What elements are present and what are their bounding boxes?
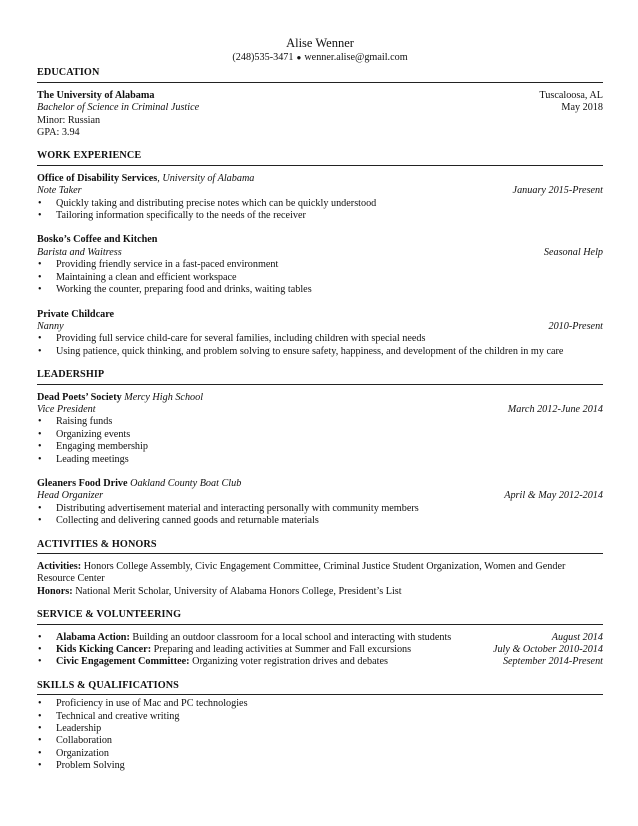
leadership-role: Vice President bbox=[37, 403, 96, 415]
honors-line bbox=[37, 586, 603, 598]
section-title-service: SERVICE & VOLUNTEERING bbox=[37, 609, 182, 621]
job-entry bbox=[37, 234, 603, 296]
section-title-leadership: LEADERSHIP bbox=[37, 369, 105, 381]
service-label: Kids Kicking Cancer: bbox=[56, 644, 152, 656]
list-item: • Raising funds bbox=[37, 416, 603, 428]
service-date: July & October 2010-2014 bbox=[492, 644, 603, 656]
leadership-org: Gleaners Food Drive bbox=[37, 477, 128, 489]
leadership-org-suffix: Oakland County Boat Club bbox=[127, 477, 242, 489]
leadership-entry bbox=[37, 392, 603, 466]
list-item: • Problem Solving bbox=[37, 760, 603, 772]
leadership-org-suffix: Mercy High School bbox=[121, 391, 204, 403]
email-address: wenner.alise@gmail.com bbox=[304, 52, 408, 63]
job-date: Seasonal Help bbox=[543, 246, 603, 258]
job-role: Note Taker bbox=[37, 185, 82, 197]
resume-page bbox=[37, 36, 603, 773]
job-role: Nanny bbox=[37, 320, 64, 332]
education-section bbox=[37, 67, 603, 139]
service-label: Civic Engagement Committee: bbox=[56, 656, 190, 668]
activities-line bbox=[37, 561, 603, 586]
service-text: Organizing voter registration drives and debates bbox=[189, 656, 388, 668]
bullet-separator-icon: ● bbox=[296, 53, 302, 62]
list-item: • Leadership bbox=[37, 723, 603, 735]
list-item: • Engaging membership bbox=[37, 441, 603, 453]
work-section bbox=[37, 150, 603, 358]
job-entry bbox=[37, 173, 603, 223]
activities-text: Honors College Assembly, Civic Engagement Committee, Criminal Justice Student Organization, Women and Gender Resource Center bbox=[37, 561, 566, 585]
list-item: • Organizing events bbox=[37, 429, 603, 441]
list-item: • Quickly taking and distributing precise notes which can be quickly understood bbox=[37, 198, 603, 210]
list-item bbox=[37, 656, 603, 668]
list-item: • Using patience, quick thinking, and problem solving to ensure safety, happiness, and development of the children in my care bbox=[37, 346, 603, 358]
section-title-work: WORK EXPERIENCE bbox=[37, 150, 142, 162]
leadership-date: April & May 2012-2014 bbox=[504, 490, 603, 502]
list-item: • Proficiency in use of Mac and PC technologies bbox=[37, 698, 603, 710]
graduation-date: May 2018 bbox=[561, 102, 603, 114]
section-divider bbox=[37, 165, 603, 166]
list-item: • Distributing advertisement material and interacting personally with community members bbox=[37, 503, 603, 515]
section-divider bbox=[37, 553, 603, 554]
minor: Minor: Russian bbox=[37, 114, 101, 126]
leadership-section bbox=[37, 369, 603, 527]
service-date: August 2014 bbox=[551, 631, 603, 643]
service-label: Alabama Action: bbox=[56, 631, 130, 643]
list-item: • Leading meetings bbox=[37, 454, 603, 466]
service-text: Preparing and leading activities at Summer and Fall excursions bbox=[151, 644, 412, 656]
section-title-skills: SKILLS & QUALIFICATIONS bbox=[37, 679, 179, 691]
service-date: September 2014-Present bbox=[502, 656, 603, 668]
honors-text: National Merit Scholar, University of Alabama Honors College, President’s List bbox=[72, 585, 402, 597]
school-location: Tuscaloosa, AL bbox=[539, 89, 603, 101]
job-org: Office of Disability Services bbox=[37, 172, 158, 184]
section-divider bbox=[37, 624, 603, 625]
honors-label: Honors: bbox=[37, 585, 73, 597]
job-role: Barista and Waitress bbox=[37, 246, 122, 258]
leadership-org: Dead Poets’ Society bbox=[37, 391, 122, 403]
list-item: • Working the counter, preparing food and drinks, waiting tables bbox=[37, 284, 603, 296]
section-title-activities: ACTIVITIES & HONORS bbox=[37, 538, 157, 550]
candidate-name: Alise Wenner bbox=[286, 36, 354, 50]
contact-line bbox=[37, 52, 603, 64]
job-date: January 2015-Present bbox=[512, 185, 603, 197]
list-item: • Tailoring information specifically to the needs of the receiver bbox=[37, 210, 603, 222]
activities-section bbox=[37, 539, 603, 599]
service-text: Building an outdoor classroom for a local school and interacting with students bbox=[129, 631, 452, 643]
degree: Bachelor of Science in Criminal Justice bbox=[37, 102, 200, 114]
list-item: • Technical and creative writing bbox=[37, 711, 603, 723]
job-org: Private Childcare bbox=[37, 308, 115, 320]
section-divider bbox=[37, 82, 603, 83]
phone-number: (248)535-3471 bbox=[232, 52, 294, 63]
list-item: • Collaboration bbox=[37, 735, 603, 747]
list-item bbox=[37, 632, 603, 644]
job-org-suffix: , University of Alabama bbox=[157, 172, 255, 184]
school-name: The University of Alabama bbox=[37, 89, 155, 101]
activities-label: Activities: bbox=[37, 561, 82, 572]
gpa: GPA: 3.94 bbox=[37, 127, 80, 139]
job-org: Bosko’s Coffee and Kitchen bbox=[37, 234, 158, 246]
service-section bbox=[37, 609, 603, 669]
section-divider bbox=[37, 694, 603, 695]
list-item: • Providing full service child-care for several families, including children with special needs bbox=[37, 333, 603, 345]
list-item bbox=[37, 644, 603, 656]
section-title-education: EDUCATION bbox=[37, 67, 100, 79]
skills-section bbox=[37, 680, 603, 773]
section-divider bbox=[37, 384, 603, 385]
list-item: • Providing friendly service in a fast-paced environment bbox=[37, 259, 603, 271]
job-entry bbox=[37, 309, 603, 359]
leadership-date: March 2012-June 2014 bbox=[507, 403, 603, 415]
leadership-entry bbox=[37, 478, 603, 528]
list-item: • Organization bbox=[37, 748, 603, 760]
job-date: 2010-Present bbox=[548, 320, 603, 332]
list-item: • Maintaining a clean and efficient workspace bbox=[37, 272, 603, 284]
list-item: • Collecting and delivering canned goods and returnable materials bbox=[37, 515, 603, 527]
leadership-role: Head Organizer bbox=[37, 490, 104, 502]
